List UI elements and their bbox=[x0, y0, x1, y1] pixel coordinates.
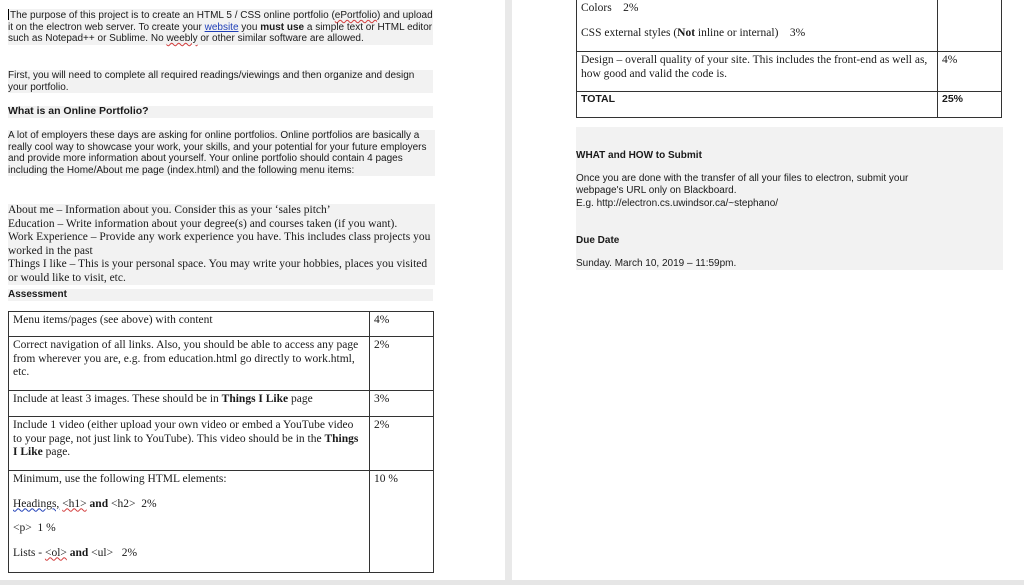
list-item[interactable]: About me – Information about you. Consider this as your ‘sales pitch’ bbox=[8, 204, 331, 216]
document-page-left bbox=[0, 0, 505, 580]
p-line: <p> 1 % bbox=[13, 522, 56, 534]
lists-line: Lists - <ol> and <ul> 2% bbox=[13, 546, 138, 559]
table-cell[interactable]: Include at least 3 images. These should be in Things I Like page bbox=[9, 391, 370, 417]
table-cell[interactable]: Design – overall quality of your site. This includes the front-end as well as, how good and valid the code is. bbox=[577, 52, 938, 92]
submit-heading: WHAT and HOW to Submit bbox=[576, 150, 702, 161]
intro-paragraph[interactable]: The purpose of this project is to create an HTML 5 / CSS online portfolio (ePortfolio) and upload it on the electron web server. To create your website you must use a simple text or HTML editor such as Notepad++ or Sublime. No weebly or other similar software are allowed. bbox=[8, 10, 433, 44]
table-cell[interactable]: Colors 2% CSS external styles (Not inline or internal) 3% bbox=[577, 0, 938, 52]
table-cell-pct[interactable]: 2% bbox=[370, 417, 434, 471]
total-pct[interactable]: 25% bbox=[938, 92, 1002, 118]
list-item[interactable]: Things I like – This is your personal space. You may write your hobbies, places you visited or would like to visit, etc. bbox=[8, 258, 428, 284]
table-cell-pct[interactable] bbox=[938, 0, 1002, 52]
spellcheck-word: ePortfolio bbox=[334, 10, 378, 21]
assessment-table bbox=[8, 311, 434, 573]
due-date-text[interactable]: Sunday. March 10, 2019 – 11:59pm. bbox=[576, 258, 737, 269]
submit-example-url[interactable]: E.g. http://electron.cs.uwindsor.ca/~stephano/ bbox=[576, 198, 779, 209]
table-row bbox=[9, 312, 434, 337]
assessment-table-continued bbox=[576, 0, 1002, 118]
table-row bbox=[577, 92, 1002, 118]
table-row bbox=[577, 0, 1002, 52]
bottom-edge bbox=[0, 580, 1024, 585]
menu-items-list bbox=[8, 204, 435, 285]
table-cell-pct[interactable]: 4% bbox=[938, 52, 1002, 92]
table-cell[interactable]: Menu items/pages (see above) with content bbox=[9, 312, 370, 337]
readings-paragraph[interactable]: First, you will need to complete all required readings/viewings and then organize and design your portfolio. bbox=[8, 70, 433, 93]
list-item[interactable]: Education – Write information about your degree(s) and courses taken (if you want). bbox=[8, 217, 398, 230]
table-cell[interactable]: Include 1 video (either upload your own video or embed a YouTube video to your page, not just link to YouTube). This video should be in the Things I Like page. bbox=[9, 417, 370, 471]
table-cell[interactable]: Minimum, use the following HTML elements: Headings, <h1> and <h2> 2% <p> 1 % Lists - <ol> and <ul> 2% bbox=[9, 471, 370, 573]
spellcheck-word: weebly bbox=[166, 33, 198, 44]
table-row bbox=[9, 337, 434, 391]
table-row bbox=[9, 471, 434, 573]
list-item[interactable]: Work Experience – Provide any work experience you have. This includes class projects you worked in the past bbox=[8, 231, 431, 257]
submit-paragraph[interactable]: Once you are done with the transfer of all your files to electron, submit your webpage's URL only on Blackboard. bbox=[576, 173, 909, 196]
text-cursor bbox=[8, 9, 9, 20]
table-cell-pct[interactable]: 3% bbox=[370, 391, 434, 417]
table-cell[interactable]: Correct navigation of all links. Also, you should be able to access any page from wherever you are, e.g. from education.html go directly to work.html, etc. bbox=[9, 337, 370, 391]
due-date-heading: Due Date bbox=[576, 235, 620, 246]
table-cell-pct[interactable]: 4% bbox=[370, 312, 434, 337]
table-cell-pct[interactable]: 2% bbox=[370, 337, 434, 391]
table-row bbox=[9, 417, 434, 471]
assessment-heading: Assessment bbox=[8, 289, 433, 301]
table-row bbox=[9, 391, 434, 417]
website-link[interactable]: website bbox=[204, 21, 239, 33]
table-row bbox=[577, 52, 1002, 92]
headings-line: Headings, <h1> and <h2> 2% bbox=[13, 497, 157, 510]
portfolio-heading: What is an Online Portfolio? bbox=[8, 106, 433, 118]
portfolio-paragraph[interactable]: A lot of employers these days are asking for online portfolios. Online portfolios are basically a really cool way to showcase your work, your skills, and your potential for your future employers and provide more information about yourself. Your online portfolio should contain 4 pages including the Home/About me page (index.html) and the following menu items: bbox=[8, 130, 435, 176]
total-label[interactable]: TOTAL bbox=[577, 92, 938, 118]
table-cell-pct[interactable]: 10 % bbox=[370, 471, 434, 573]
page-gap bbox=[505, 0, 512, 585]
